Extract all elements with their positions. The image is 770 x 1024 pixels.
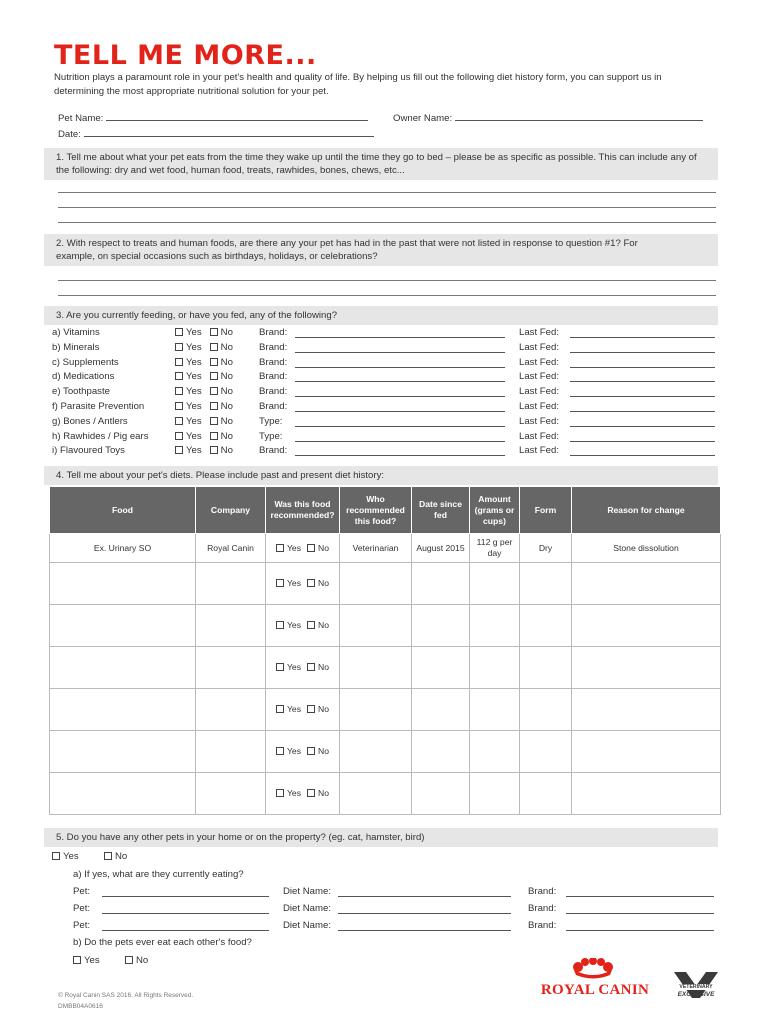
checkbox[interactable] [210, 343, 218, 351]
table-cell: Veterinarian [340, 534, 412, 563]
table-cell[interactable] [520, 605, 572, 647]
table-row [50, 647, 721, 689]
q5-sub-b: b) Do the pets ever eat each other's food? [73, 937, 252, 948]
brand-label: Brand: [259, 356, 288, 368]
intro-text: Nutrition plays a paramount role in your pet's health and quality of life. By helping us fill out the following diet history form, you can support us in determining the most appropriate nutritional solution for your pet. [54, 72, 662, 97]
brand-label: Type: [259, 430, 283, 442]
brand-field[interactable] [566, 904, 714, 914]
table-cell[interactable] [50, 563, 196, 605]
q5-pet-row [73, 886, 718, 900]
diet-name-field[interactable] [338, 921, 511, 931]
pet-field[interactable] [102, 904, 269, 914]
checkbox[interactable] [175, 387, 183, 395]
no-label: No [220, 430, 233, 442]
crown-icon [534, 958, 656, 980]
yes-label: Yes [186, 327, 202, 338]
brand-field[interactable] [566, 887, 714, 897]
item-label: b) Minerals [52, 341, 100, 353]
table-cell[interactable] [572, 773, 721, 815]
table-cell [266, 534, 340, 563]
item-label: a) Vitamins [52, 327, 100, 338]
yes-label: Yes [186, 341, 202, 353]
brand-field[interactable] [295, 358, 505, 368]
yes-no-group [175, 371, 233, 382]
checkbox[interactable] [52, 852, 60, 860]
checkbox[interactable] [307, 705, 315, 713]
yes-label: Yes [186, 356, 202, 368]
date-row [58, 127, 374, 140]
table-cell[interactable] [196, 563, 266, 605]
yes-no-group [175, 357, 233, 368]
royal-canin-wordmark: ROYAL CANIN [540, 982, 650, 998]
column-header: Amount (grams or cups) [470, 487, 520, 534]
last-fed-field[interactable] [570, 372, 715, 382]
checkbox[interactable] [125, 956, 133, 964]
table-cell[interactable] [572, 605, 721, 647]
brand-label: Brand: [259, 371, 288, 383]
table-cell[interactable] [520, 773, 572, 815]
table-cell[interactable] [196, 731, 266, 773]
brand-label: Brand: [259, 401, 288, 412]
table-cell[interactable] [340, 731, 412, 773]
table-cell[interactable] [520, 563, 572, 605]
pet-name-label: Pet Name: [58, 113, 104, 124]
owner-name-field[interactable] [455, 111, 703, 121]
table-body [50, 534, 721, 815]
yes-no-group [175, 386, 233, 397]
veterinary-exclusive-logo [670, 970, 722, 1010]
checkbox[interactable] [175, 432, 183, 440]
yes-label: Yes [186, 415, 202, 427]
checkbox[interactable] [276, 544, 284, 552]
table-header-row [50, 487, 721, 534]
table-cell[interactable] [50, 773, 196, 815]
brand-field[interactable] [295, 446, 505, 456]
answer-line[interactable] [58, 295, 716, 296]
item-label: f) Parasite Prevention [52, 401, 145, 412]
brand-label: Brand: [259, 386, 288, 398]
last-fed-field[interactable] [570, 432, 715, 442]
brand-field[interactable] [295, 432, 505, 442]
no-label: No [220, 327, 233, 338]
brand-label: Brand: [528, 920, 557, 931]
q5-pet-row [73, 920, 718, 934]
checkbox[interactable] [210, 432, 218, 440]
vet-top-text: VETERINARY [670, 984, 722, 990]
yes-label: Yes [286, 662, 302, 672]
q3-row [52, 416, 718, 430]
brand-field[interactable] [295, 402, 505, 412]
last-fed-field[interactable] [570, 417, 715, 427]
table-cell[interactable] [196, 773, 266, 815]
checkbox[interactable] [276, 663, 284, 671]
last-fed-label: Last Fed: [519, 386, 559, 398]
brand-label: Brand: [259, 445, 288, 457]
question-5: 5. Do you have any other pets in your home or on the property? (eg. cat, hamster, bird) [44, 828, 718, 847]
yes-label: Yes [84, 955, 100, 966]
no-label: No [318, 542, 330, 553]
checkbox[interactable] [73, 956, 81, 964]
pet-name-row [58, 111, 368, 124]
yes-label: Yes [286, 620, 302, 630]
no-label: No [220, 445, 233, 457]
checkbox[interactable] [210, 328, 218, 336]
question-3: 3. Are you currently feeding, or have you fed, any of the following? [44, 306, 718, 325]
answer-line[interactable] [58, 207, 716, 208]
table-cell[interactable] [196, 647, 266, 689]
table-cell[interactable] [412, 773, 470, 815]
table-cell[interactable] [412, 689, 470, 731]
yes-label: Yes [286, 704, 302, 714]
no-label: No [318, 620, 330, 630]
table-row [50, 773, 721, 815]
q3-row [52, 357, 718, 371]
yes-label: Yes [286, 746, 302, 756]
last-fed-label: Last Fed: [519, 401, 559, 412]
document-code: DMBB04A0616 [58, 1003, 103, 1010]
checkbox[interactable] [276, 789, 284, 797]
last-fed-label: Last Fed: [519, 341, 559, 353]
last-fed-label: Last Fed: [519, 356, 559, 368]
item-label: c) Supplements [52, 356, 119, 368]
yes-label: Yes [186, 401, 202, 412]
no-label: No [220, 401, 233, 412]
table-cell[interactable] [520, 689, 572, 731]
pet-field[interactable] [102, 887, 269, 897]
table-cell[interactable] [266, 689, 340, 731]
last-fed-label: Last Fed: [519, 445, 559, 457]
table-cell[interactable] [412, 731, 470, 773]
last-fed-label: Last Fed: [519, 415, 559, 427]
table-cell[interactable] [50, 647, 196, 689]
last-fed-field[interactable] [570, 387, 715, 397]
table-cell[interactable] [340, 689, 412, 731]
table-cell[interactable] [50, 689, 196, 731]
pet-name-field[interactable] [106, 111, 368, 121]
checkbox[interactable] [307, 789, 315, 797]
checkbox[interactable] [276, 747, 284, 755]
last-fed-label: Last Fed: [519, 371, 559, 383]
brand-field[interactable] [566, 921, 714, 931]
table-cell[interactable] [572, 563, 721, 605]
table-row [50, 563, 721, 605]
brand-field[interactable] [295, 387, 505, 397]
table-cell: Ex. Urinary SO [50, 534, 196, 563]
vet-bottom-text: EXCLUSIVE [677, 991, 715, 998]
yes-label: Yes [186, 430, 202, 442]
table-cell: Royal Canin [196, 534, 266, 563]
table-cell[interactable] [572, 689, 721, 731]
table-row-example [50, 534, 721, 563]
checkbox[interactable] [175, 402, 183, 410]
table-cell[interactable] [470, 773, 520, 815]
column-header: Food [50, 487, 196, 534]
brand-field[interactable] [295, 372, 505, 382]
yes-label: Yes [286, 578, 302, 588]
last-fed-field[interactable] [570, 328, 715, 338]
table-cell[interactable] [196, 689, 266, 731]
checkbox[interactable] [175, 328, 183, 336]
no-label: No [318, 662, 330, 672]
table-cell: Stone dissolution [572, 534, 721, 563]
no-label: No [318, 578, 330, 588]
yes-label: Yes [286, 542, 302, 553]
brand-label: Type: [259, 415, 283, 427]
table-cell[interactable] [266, 647, 340, 689]
q3-row [52, 342, 718, 356]
answer-line[interactable] [58, 192, 716, 193]
table-cell[interactable] [470, 689, 520, 731]
column-header: Company [196, 487, 266, 534]
table-cell[interactable] [520, 647, 572, 689]
no-label: No [318, 788, 330, 798]
q5-pet-row [73, 903, 718, 917]
checkbox[interactable] [210, 417, 218, 425]
q3-row [52, 386, 718, 400]
item-label: d) Medications [52, 371, 115, 383]
table-cell[interactable] [340, 563, 412, 605]
item-label: h) Rawhides / Pig ears [52, 430, 149, 442]
checkbox[interactable] [307, 544, 315, 552]
checkbox[interactable] [175, 343, 183, 351]
answer-line[interactable] [58, 222, 716, 223]
answer-line[interactable] [58, 280, 716, 281]
no-label: No [220, 386, 233, 398]
pet-label: Pet: [73, 886, 91, 897]
no-label: No [220, 371, 233, 383]
column-header: Reason for change [572, 487, 721, 534]
last-fed-field[interactable] [570, 402, 715, 412]
pet-label: Pet: [73, 920, 91, 931]
yes-no-group [175, 445, 233, 456]
checkbox[interactable] [276, 621, 284, 629]
table-cell: August 2015 [412, 534, 470, 563]
yes-label: Yes [186, 371, 202, 383]
table-cell[interactable] [572, 647, 721, 689]
table-row [50, 731, 721, 773]
brand-field[interactable] [295, 328, 505, 338]
vet-chevron-icon [670, 970, 722, 1010]
brand-field[interactable] [295, 343, 505, 353]
checkbox[interactable] [307, 579, 315, 587]
checkbox[interactable] [276, 579, 284, 587]
owner-name-label: Owner Name: [393, 113, 453, 124]
brand-label: Brand: [528, 886, 557, 897]
brand-label: Brand: [528, 903, 557, 914]
table-cell[interactable] [50, 605, 196, 647]
yes-no-group [175, 342, 233, 353]
no-label: No [220, 341, 233, 353]
table-cell: Dry [520, 534, 572, 563]
last-fed-label: Last Fed: [519, 327, 559, 338]
table-cell[interactable] [266, 731, 340, 773]
column-header: Form [520, 487, 572, 534]
yes-no-group [175, 431, 233, 442]
no-label: No [318, 746, 330, 756]
diet-history-table [49, 486, 721, 815]
date-label: Date: [58, 129, 81, 140]
checkbox[interactable] [175, 372, 183, 380]
question-4: 4. Tell me about your pet's diets. Please include past and present diet history: [44, 466, 718, 485]
owner-name-row [393, 111, 703, 124]
q3-row [52, 371, 718, 385]
yes-no-group [175, 401, 233, 412]
q3-row [52, 401, 718, 415]
table-cell[interactable] [340, 605, 412, 647]
date-field[interactable] [84, 127, 374, 137]
page-title: TELL ME MORE... [54, 40, 317, 71]
checkbox[interactable] [307, 621, 315, 629]
question-1: 1. Tell me about what your pet eats from the time they wake up until the time they go to bed – please be as specific as possible. This can include any of the following: dry and wet food, human food, treats, rawhides, bones, chews, etc... [44, 148, 718, 180]
item-label: e) Toothpaste [52, 386, 110, 398]
last-fed-field[interactable] [570, 343, 715, 353]
table-cell[interactable] [50, 731, 196, 773]
item-label: i) Flavoured Toys [52, 445, 125, 457]
yes-label: Yes [63, 851, 79, 862]
pet-field[interactable] [102, 921, 269, 931]
checkbox[interactable] [175, 417, 183, 425]
table-cell[interactable] [340, 647, 412, 689]
table-cell[interactable] [340, 773, 412, 815]
q5-sub-b-options [73, 955, 148, 966]
checkbox[interactable] [210, 402, 218, 410]
checkbox[interactable] [175, 358, 183, 366]
table-cell: 112 g per day [470, 534, 520, 563]
checkbox[interactable] [210, 446, 218, 454]
q5-options [52, 851, 127, 862]
table-cell[interactable] [196, 605, 266, 647]
copyright: © Royal Canin SAS 2016. All Rights Reserved. [58, 992, 194, 999]
table-cell[interactable] [266, 605, 340, 647]
table-cell[interactable] [412, 605, 470, 647]
table-cell[interactable] [520, 731, 572, 773]
table-cell[interactable] [572, 731, 721, 773]
yes-no-group [175, 416, 233, 427]
checkbox[interactable] [104, 852, 112, 860]
brand-field[interactable] [295, 417, 505, 427]
q3-row [52, 327, 718, 341]
brand-label: Brand: [259, 327, 288, 338]
table-cell[interactable] [470, 731, 520, 773]
yes-label: Yes [186, 445, 202, 457]
column-header: Date since fed [412, 487, 470, 534]
no-label: No [136, 955, 149, 966]
question-2: 2. With respect to treats and human foods, are there any your pet has had in the past that were not listed in response to question #1? For example, on special occasions such as birthdays, holidays, or celebrations? [44, 234, 718, 266]
q3-row [52, 431, 718, 445]
q3-row [52, 445, 718, 459]
checkbox[interactable] [210, 372, 218, 380]
checkbox[interactable] [307, 663, 315, 671]
no-label: No [220, 356, 233, 368]
table-cell[interactable] [266, 773, 340, 815]
royal-canin-logo [534, 958, 656, 1000]
yes-label: Yes [186, 386, 202, 398]
yes-no-group [175, 327, 233, 338]
q5-sub-a: a) If yes, what are they currently eating? [73, 869, 244, 880]
table-cell[interactable] [470, 563, 520, 605]
diet-name-field[interactable] [338, 887, 511, 897]
last-fed-field[interactable] [570, 358, 715, 368]
diet-name-label: Diet Name: [283, 886, 331, 897]
no-label: No [220, 415, 233, 427]
table-cell[interactable] [412, 647, 470, 689]
pet-label: Pet: [73, 903, 91, 914]
checkbox[interactable] [175, 446, 183, 454]
column-header: Was this food recommended? [266, 487, 340, 534]
checkbox[interactable] [210, 358, 218, 366]
table-row [50, 605, 721, 647]
last-fed-label: Last Fed: [519, 430, 559, 442]
table-cell[interactable] [470, 605, 520, 647]
checkbox[interactable] [307, 747, 315, 755]
table-cell[interactable] [470, 647, 520, 689]
brand-label: Brand: [259, 341, 288, 353]
table-cell[interactable] [412, 563, 470, 605]
diet-name-label: Diet Name: [283, 903, 331, 914]
column-header: Who recommended this food? [340, 487, 412, 534]
table-row [50, 689, 721, 731]
diet-name-label: Diet Name: [283, 920, 331, 931]
no-label: No [318, 704, 330, 714]
yes-label: Yes [286, 788, 302, 798]
last-fed-field[interactable] [570, 446, 715, 456]
item-label: g) Bones / Antlers [52, 415, 128, 427]
checkbox[interactable] [210, 387, 218, 395]
no-label: No [115, 851, 128, 862]
checkbox[interactable] [276, 705, 284, 713]
diet-name-field[interactable] [338, 904, 511, 914]
table-cell[interactable] [266, 563, 340, 605]
